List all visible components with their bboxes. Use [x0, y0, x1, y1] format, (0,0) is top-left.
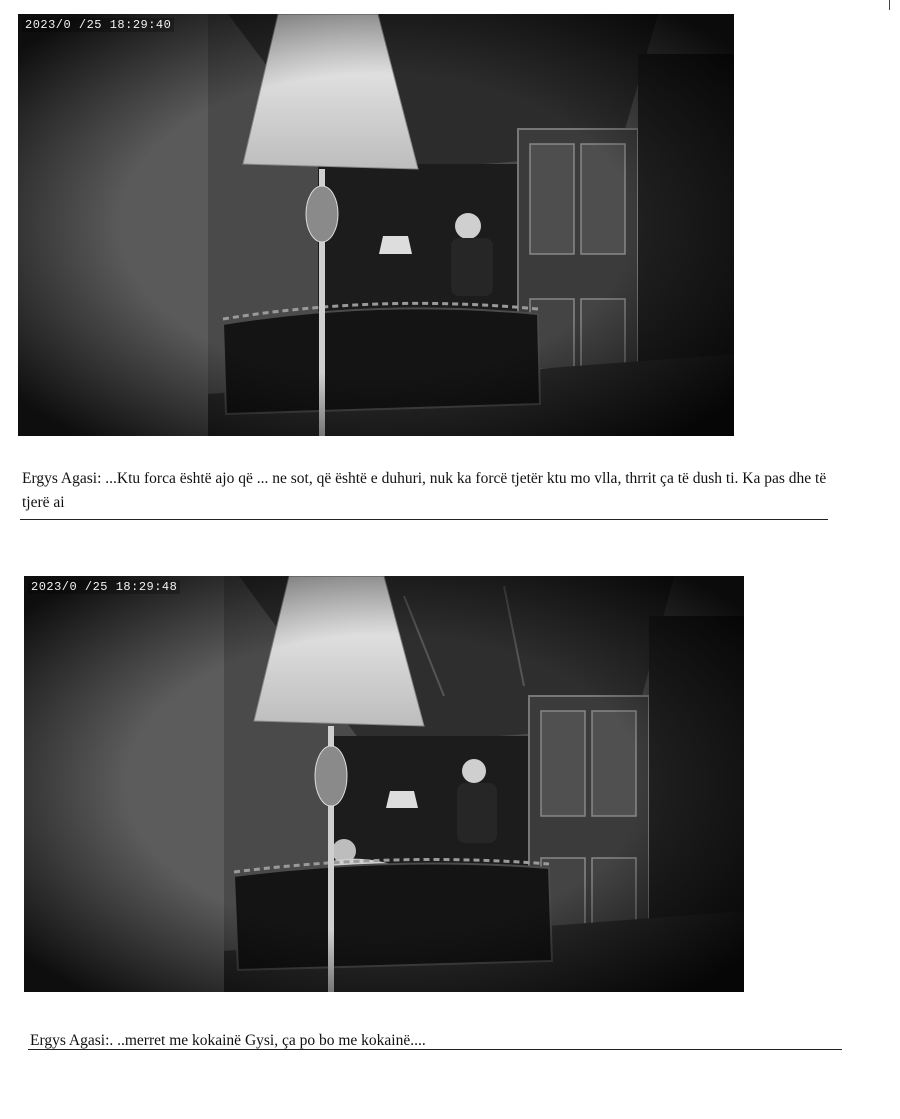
timestamp-overlay: 2023/0 /25 18:29:40 — [22, 18, 174, 32]
caption-underline-2 — [28, 1049, 842, 1050]
timestamp-overlay: 2023/0 /25 18:29:48 — [28, 580, 180, 594]
transcript-caption-1: Ergys Agasi: ...Ktu forca është ajo që ... ne sot, që është e duhuri, nuk ka forcë tjetër ktu mo vlla, thrrit ça të dush ti. Ka pas dhe të tjerë ai — [22, 470, 827, 511]
cctv-image-2 — [24, 576, 744, 992]
page-corner-mark — [889, 0, 894, 10]
caption-underline-1 — [20, 519, 828, 520]
cctv-image-1 — [18, 14, 734, 436]
cctv-frame-2 — [24, 576, 744, 992]
cctv-frame-1 — [18, 14, 734, 436]
transcript-caption-2: Ergys Agasi:. ..merret me kokainë Gysi, ça po bo me kokainë.... — [30, 1032, 426, 1049]
